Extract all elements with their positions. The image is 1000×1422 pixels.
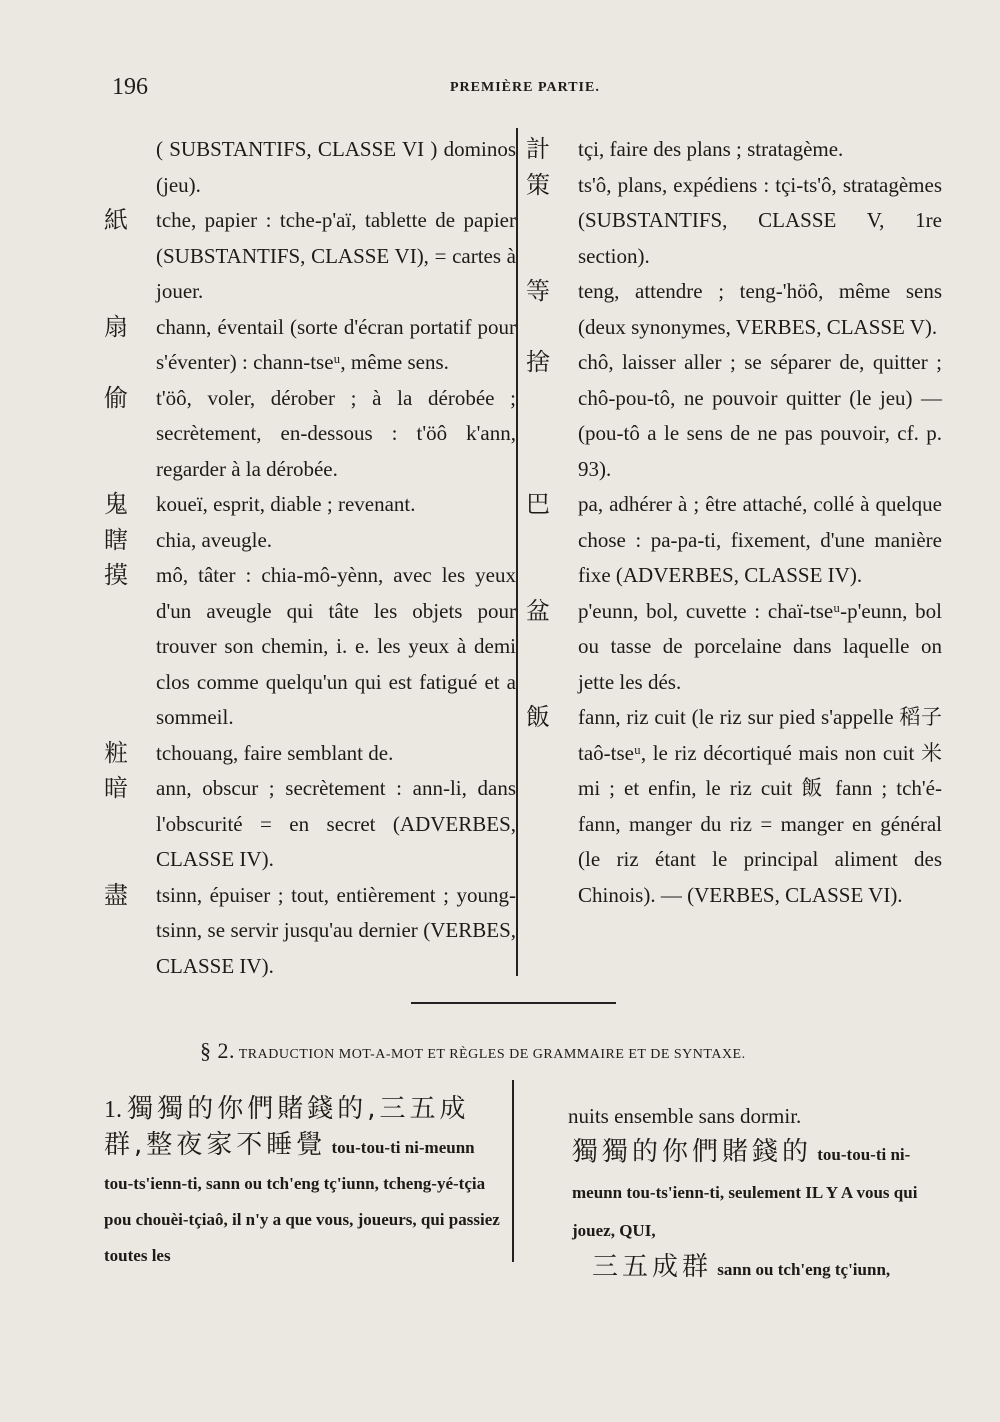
dictionary-entry — [526, 168, 942, 275]
entry-character: 偷 — [104, 383, 128, 412]
entry-character: 摸 — [104, 561, 128, 589]
romanized-and-translation: tou-tou-ti ni-meunn tou-ts'ienn-ti, seulement IL Y A vous qui jouez, QUI, — [572, 1145, 918, 1240]
left-column — [104, 132, 516, 984]
translation-right — [568, 1098, 948, 1288]
chinese-phrase: 三五成群 — [592, 1252, 713, 1282]
translation-line: nuits ensemble sans dormir. — [568, 1104, 802, 1128]
column-divider — [516, 128, 518, 976]
entry-character: 紙 — [104, 206, 128, 234]
entry-text: tçi, faire des plans ; stratagème. — [578, 137, 844, 161]
dictionary-entry — [104, 381, 516, 488]
dictionary-entry — [104, 736, 516, 772]
left-entries — [104, 203, 516, 984]
translation-left — [104, 1092, 508, 1273]
entry-character: 等 — [526, 277, 550, 305]
entry-text: tsinn, épuiser ; tout, entièrement ; young-tsinn, se servir jusqu'au dernier (VERBES, CLASSE IV). — [156, 882, 516, 978]
entry-text: fann, riz cuit (le riz sur pied s'appelle 稻子 taô-tseᵘ, le riz décortiqué mais non cuit 米 mi ; et enfin, le riz cuit 飯 fann ; tch'é-fann, manger du riz = manger en général (le riz étant le principal aliment des Chinois). — (VERBES, CLASSE VI). — [578, 705, 942, 907]
dictionary-entry — [104, 310, 516, 381]
entry-character: 扇 — [104, 312, 128, 341]
dictionary-entry — [526, 487, 942, 594]
chinese-phrase: 獨獨的你們賭錢的 — [572, 1137, 813, 1167]
entry-character: 捨 — [526, 348, 550, 376]
chinese-sentence: 獨獨的你們賭錢的,三五成群,整夜家不睡覺 — [104, 1094, 470, 1160]
section-separator — [411, 1002, 616, 1004]
dictionary-entry — [526, 132, 942, 168]
entry-text: tche, papier : tche-p'aï, tablette de papier (SUBSTANTIFS, CLASSE VI), = cartes à jouer. — [156, 208, 516, 303]
entry-character: 鬼 — [104, 490, 128, 518]
right-column — [526, 132, 942, 913]
entry-character: 巴 — [526, 490, 550, 518]
section-sign: § 2. — [200, 1038, 235, 1063]
section-heading — [200, 1038, 746, 1064]
entry-character: 飯 — [526, 703, 550, 731]
dictionary-entry — [526, 700, 942, 913]
entry-character: 計 — [526, 135, 550, 163]
entry-text: ts'ô, plans, expédiens : tçi-ts'ô, stratagèmes (SUBSTANTIFS, CLASSE V, 1re section). — [578, 172, 942, 268]
dictionary-entry — [104, 523, 516, 559]
entry-text: teng, attendre ; teng-'höô, même sens (deux synonymes, VERBES, CLASSE V). — [578, 279, 942, 339]
dictionary-entry — [104, 771, 516, 878]
entry-text: chann, éventail (sorte d'écran portatif pour s'éventer) : chann-tseᵘ, même sens. — [156, 314, 516, 374]
dictionary-entry — [104, 558, 516, 736]
dictionary-entry — [104, 878, 516, 985]
sentence-number: 1. — [104, 1097, 122, 1123]
romanized-and-translation: tou-tou-ti ni-meunn tou-ts'ienn-ti, sann ou tch'eng tç'iunn, tcheng-yé-tçia pou chouèi-tçiaô, il n'y a que vous, joueurs, qui passiez toutes les — [104, 1138, 500, 1265]
entry-text: p'eunn, bol, cuvette : chaï-tseᵘ-p'eunn, bol ou tasse de porcelaine dans laquelle on jette les dés. — [578, 598, 942, 694]
entry-text: chô, laisser aller ; se séparer de, quitter ; chô-pou-tô, ne pouvoir quitter (le jeu) — (pou-tô a le sens de ne pas pouvoir, cf. p. 93). — [578, 350, 942, 481]
page-number: 196 — [112, 74, 148, 100]
dictionary-entry — [104, 203, 516, 310]
entry-character: 粧 — [104, 738, 128, 767]
entry-text: ann, obscur ; secrètement : ann-li, dans l'obscurité = en secret (ADVERBES, CLASSE IV). — [156, 776, 516, 871]
running-title: PREMIÈRE PARTIE. — [450, 80, 600, 95]
entry-character: 策 — [526, 170, 550, 199]
entry-character: 暗 — [104, 774, 128, 802]
entry-text: pa, adhérer à ; être attaché, collé à quelque chose : pa-pa-ti, fixement, d'une manière fixe (ADVERBES, CLASSE IV). — [578, 492, 942, 587]
continued-text: ( SUBSTANTIFS, CLASSE VI ) dominos (jeu). — [156, 137, 516, 197]
entry-character: 盆 — [526, 596, 550, 625]
dictionary-entry — [104, 487, 516, 523]
entry-text: t'öô, voler, dérober ; à la dérobée ; secrètement, en-dessous : t'öô k'ann, regarder à la dérobée. — [156, 385, 516, 481]
entry-text: tchouang, faire semblant de. — [156, 740, 394, 765]
entry-text: koueï, esprit, diable ; revenant. — [156, 492, 416, 516]
romanized-text: sann ou tch'eng tç'iunn, — [717, 1260, 891, 1279]
dictionary-entry — [526, 594, 942, 701]
dictionary-entry — [526, 274, 942, 345]
bottom-column-divider — [512, 1080, 514, 1262]
entry-character: 盡 — [104, 880, 128, 909]
dictionary-entry — [526, 345, 942, 487]
entry-character: 瞎 — [104, 525, 128, 554]
entry-text: mô, tâter : chia-mô-yènn, avec les yeux d'un aveugle qui tâte les objets pour trouver son chemin, i. e. les yeux à demi clos comme quelqu'un qui est fatigué et a sommeil. — [156, 563, 516, 729]
entry-text: chia, aveugle. — [156, 527, 273, 552]
section-title: TRADUCTION MOT-A-MOT ET RÈGLES DE GRAMMAIRE ET DE SYNTAXE. — [238, 1047, 746, 1062]
